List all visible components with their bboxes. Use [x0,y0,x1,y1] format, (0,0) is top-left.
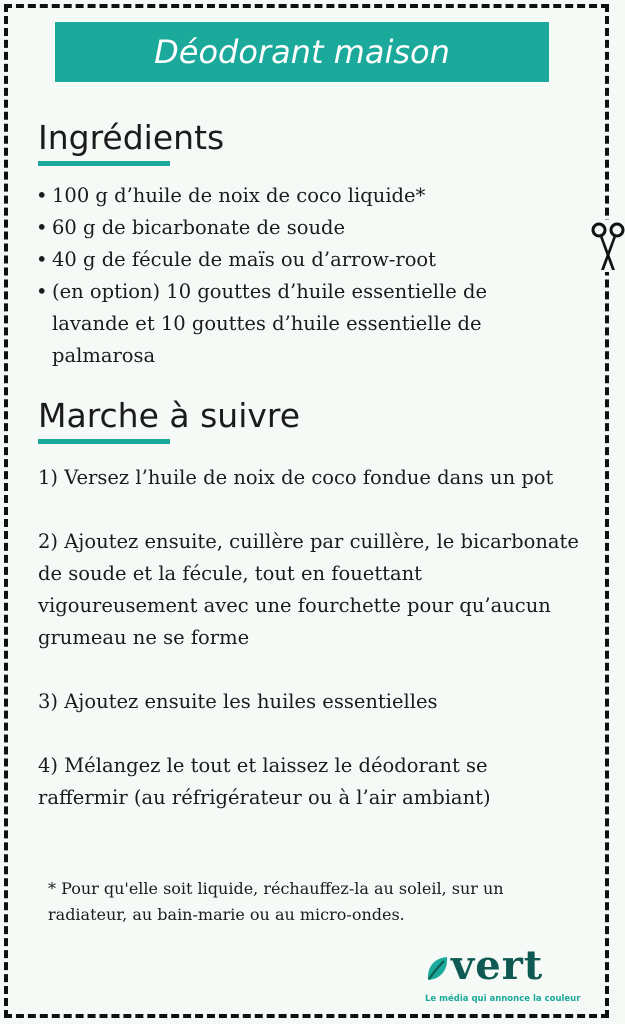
step-item: 4) Mélangez le tout et laissez le déodorant se raffermir (au réfrigérateur ou à l’air ambiant) [38,754,491,809]
ingredients-heading: Ingrédients [38,118,225,157]
logo-tagline: Le média qui annonce la couleur [425,994,581,1004]
vert-logo [425,942,585,1010]
list-item: • 60 g de bicarbonate de soude [36,212,566,244]
steps-list [38,462,583,846]
steps-heading: Marche à suivre [38,396,301,435]
ingredients-list [36,180,566,372]
step-item: 3) Ajoutez ensuite les huiles essentielles [38,690,438,713]
list-item: • (en option) 10 gouttes d’huile essentielle de lavande et 10 gouttes d’huile essentielle de palmarosa [36,276,566,372]
list-item: • 40 g de fécule de maïs ou d’arrow-root [36,244,566,276]
scissors-icon [588,220,625,272]
steps-heading-underline [38,439,170,444]
leaf-icon [425,954,451,984]
page-title: Déodorant maison [55,22,549,82]
step-item: 1) Versez l’huile de noix de coco fondue dans un pot [38,466,554,489]
footnote: * Pour qu'elle soit liquide, réchauffez-la au soleil, sur un radiateur, au bain-marie ou au micro-ondes. [48,879,504,924]
list-item: • 100 g d’huile de noix de coco liquide* [36,180,566,212]
ingredients-heading-underline [38,161,170,166]
step-item: 2) Ajoutez ensuite, cuillère par cuillère, le bicarbonate de soude et la fécule, tout en fouettant vigoureusement avec une fourchette pour qu’aucun grumeau ne se forme [38,530,579,649]
logo-word: vert [451,942,544,989]
